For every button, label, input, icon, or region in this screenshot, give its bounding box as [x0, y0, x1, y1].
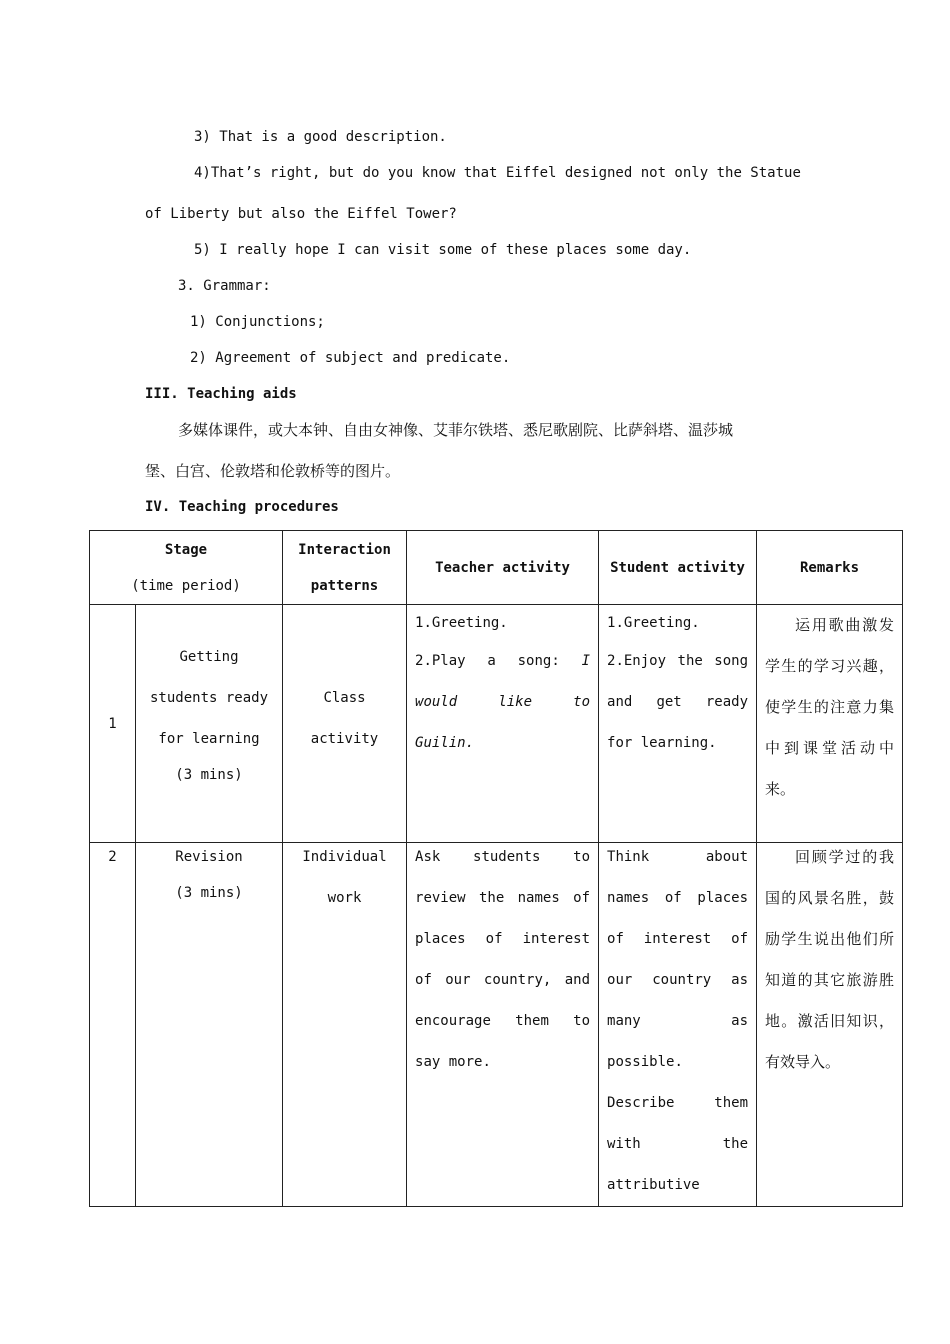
header-stage-label: Stage: [164, 541, 208, 558]
header-stage-sub: (time period): [131, 577, 241, 594]
row-1-num: 1: [90, 605, 136, 843]
row-2-teacher-text: Ask students to review the names of places of interest of our country, and encourage them to say more.: [415, 849, 591, 1070]
table-row: [90, 843, 903, 1207]
row-1-stage-line-1: Getting: [179, 649, 239, 665]
header-stage: [90, 531, 283, 605]
procedures-table: [89, 530, 903, 1207]
grammar-heading: 3. Grammar:: [178, 278, 271, 294]
row-1-stage-line-4: (3 mins): [175, 767, 243, 783]
row-2-student-text: Think about names of places of interest of our country as many as possible. Describe them with the attributive: [607, 849, 749, 1193]
row-1-teacher-song: [407, 641, 598, 764]
procedures-heading: IV. Teaching procedures: [145, 499, 339, 515]
header-interaction-1: Interaction: [298, 541, 391, 558]
grammar-item-2: 2) Agreement of subject and predicate.: [190, 350, 511, 366]
row-1-interaction: [283, 605, 407, 843]
row-1-teacher: [407, 605, 599, 843]
row-1-interaction-line-2: activity: [310, 730, 379, 747]
header-student: Student activity: [599, 531, 757, 605]
row-1-stage-line-3: for learning: [158, 731, 260, 747]
header-teacher: Teacher activity: [407, 531, 599, 605]
row-2-interaction-line-2: work: [327, 890, 362, 906]
header-interaction: [283, 531, 407, 605]
row-2-teacher: [407, 843, 599, 1207]
row-2-stage-line-2: (3 mins): [175, 885, 243, 901]
row-2-stage-line-1: Revision: [175, 849, 243, 865]
row-1-teacher-greeting: 1.Greeting.: [415, 615, 508, 631]
row-1-remarks: [757, 605, 903, 843]
intro-line-4: 5) I really hope I can visit some of these places some day.: [194, 242, 692, 258]
row-2-interaction: [283, 843, 407, 1207]
row-2-remarks-text: 回顾学过的我国的风景名胜，鼓励学生说出他们所知道的其它旅游胜地。激活旧知识，有效导入。: [765, 848, 895, 1071]
grammar-item-1: 1) Conjunctions;: [190, 314, 325, 330]
row-2-num: 2: [90, 843, 136, 1207]
header-interaction-2: patterns: [310, 577, 379, 594]
row-2-remarks: [757, 843, 903, 1207]
intro-line-2: 4)That’s right, but do you know that Eiffel designed not only the Statue: [194, 165, 801, 181]
row-2-student: [599, 843, 757, 1207]
row-2-interaction-line-1: Individual: [302, 849, 387, 865]
aids-text-2: 堡、白宫、伦敦塔和伦敦桥等的图片。: [145, 462, 401, 480]
table-row: [90, 605, 903, 843]
row-1-student: [599, 605, 757, 843]
row-1-stage: [136, 605, 283, 843]
header-remarks: Remarks: [757, 531, 903, 605]
intro-line-3: of Liberty but also the Eiffel Tower?: [145, 206, 457, 222]
row-1-remarks-text: 运用歌曲激发学生的学习兴趣，使学生的注意力集中到课堂活动中来。: [765, 616, 895, 798]
row-1-stage-line-2: students ready: [150, 690, 269, 706]
row-1-teacher-play: 2.Play a song:: [415, 653, 560, 669]
row-1-student-enjoy: 2.Enjoy the song and get ready for learning.: [607, 653, 749, 751]
row-1-song-title: I would like to Guilin.: [415, 653, 591, 751]
aids-heading: III. Teaching aids: [145, 386, 297, 402]
aids-text-1: 多媒体课件，或大本钟、自由女神像、艾菲尔铁塔、悉尼歌剧院、比萨斜塔、温莎城: [178, 421, 734, 439]
table-header-row: [90, 531, 903, 605]
row-2-stage: [136, 843, 283, 1207]
row-1-interaction-line-1: Class: [323, 689, 366, 706]
intro-line-1: 3) That is a good description.: [194, 129, 447, 145]
row-1-student-greeting: 1.Greeting.: [607, 615, 700, 631]
